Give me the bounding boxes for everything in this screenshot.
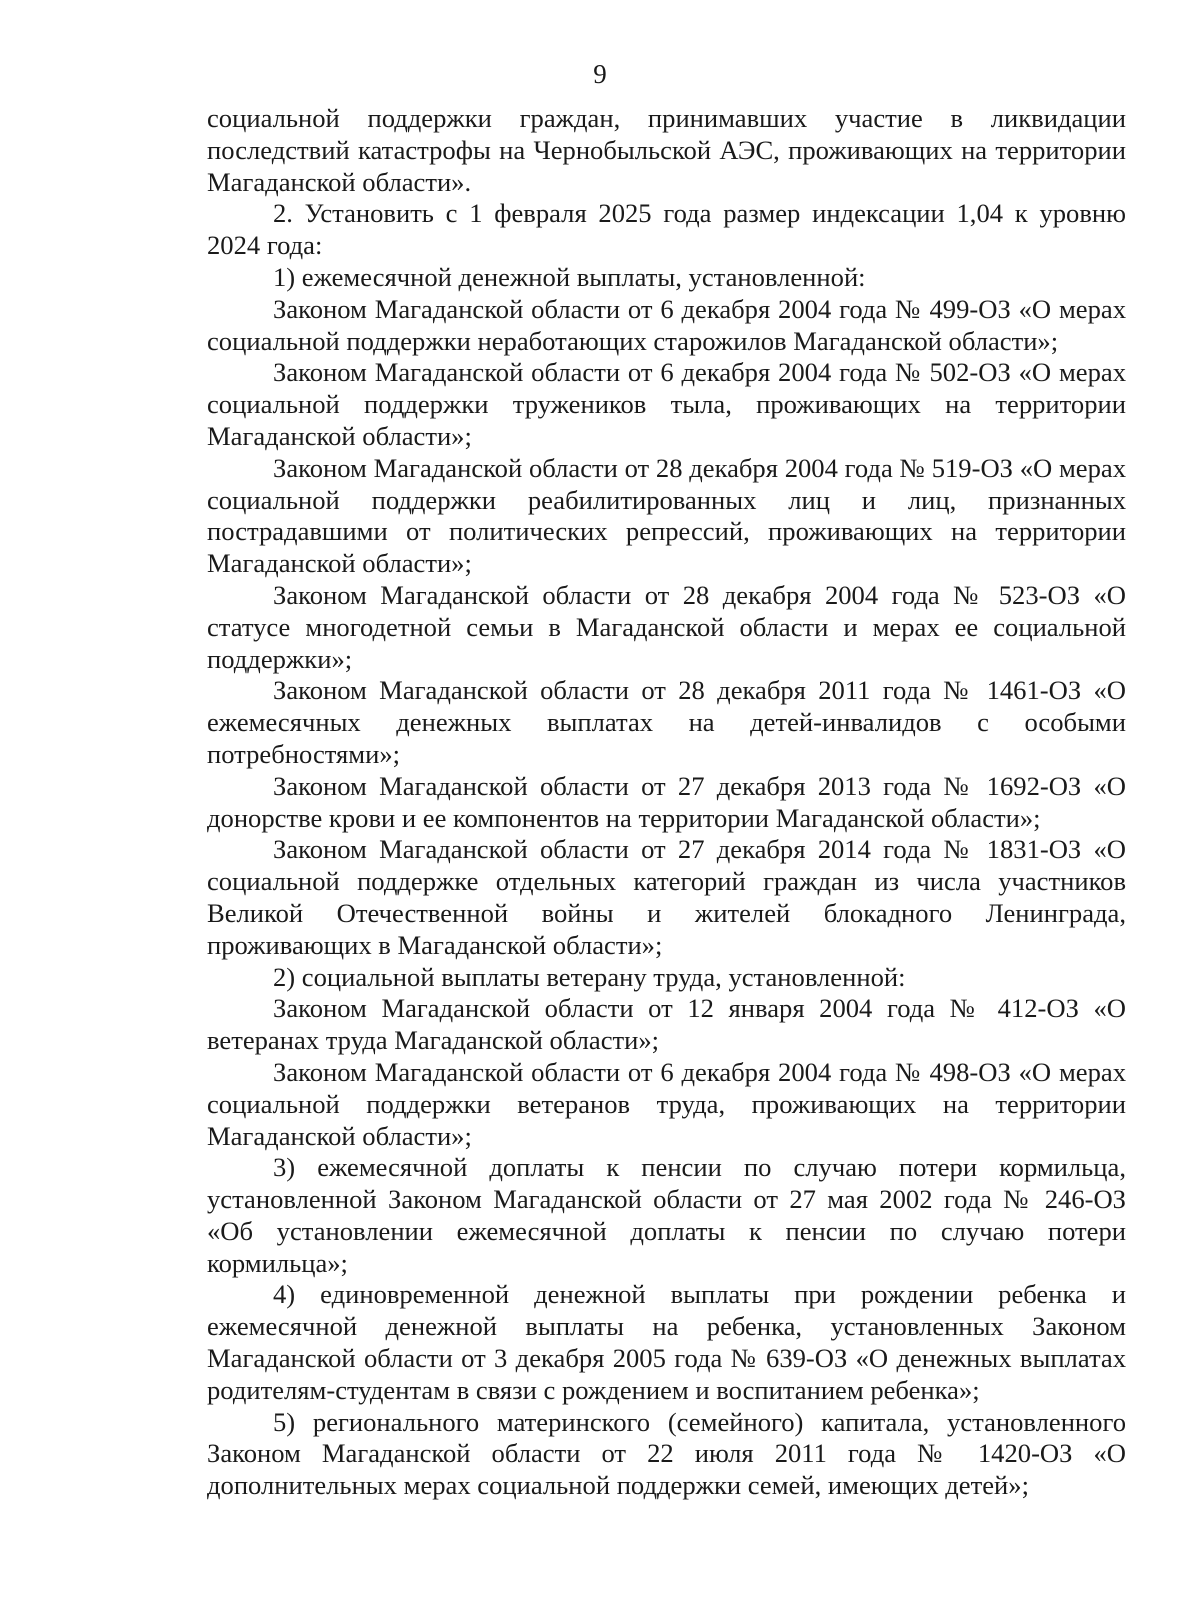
paragraph-subitem-2: 2) социальной выплаты ветерану труда, установленной: [273,961,906,992]
paragraph-subitem-1: 1) ежемесячной денежной выплаты, установленной: [273,261,866,292]
page-number: 9 [593,59,607,89]
paragraph-law-412: Законом Магаданской области от 12 января 2004 года № 412-ОЗ «О ветеранах труда Магаданской области»; [207,993,1126,1056]
paragraph-subitem-5: 5) регионального материнского (семейного) капитала, установленного Законом Магаданской области от 22 июля 2011 года № 1420-ОЗ «О дополнительных мерах социальной поддержки семей, имеющих детей»; [207,1406,1126,1501]
paragraph-subitem-4: 4) единовременной денежной выплаты при рождении ребенка и ежемесячной денежной выплаты на ребенка, установленных Законом Магаданской области от 3 декабря 2005 года № 639-ОЗ «О денежных выплатах родителям-студентам в связи с рождением и воспитанием ребенка»; [207,1279,1126,1405]
paragraph-law-519: Законом Магаданской области от 28 декабря 2004 года № 519-ОЗ «О мерах социальной поддержки реабилитированных лиц и лиц, признанных пострадавшими от политических репрессий, проживающих на территории Магаданской области»; [207,452,1126,579]
paragraph-law-1461: Законом Магаданской области от 28 декабря 2011 года № 1461-ОЗ «О ежемесячных денежных выплатах на детей-инвалидов с особыми потребностями»; [207,675,1126,769]
paragraph-law-499: Законом Магаданской области от 6 декабря 2004 года № 499-ОЗ «О мерах социальной поддержки неработающих старожилов Магаданской области»; [207,293,1126,356]
paragraph-law-1831: Законом Магаданской области от 27 декабря 2014 года № 1831-ОЗ «О социальной поддержке отдельных категорий граждан из числа участников Великой Отечественной войны и жителей блокадного Ленинграда, проживающих в Магаданской области»; [207,834,1126,960]
paragraph-law-502: Законом Магаданской области от 6 декабря 2004 года № 502-ОЗ «О мерах социальной поддержки тружеников тыла, проживающих на территории Магаданской области»; [207,357,1126,451]
paragraph-subitem-3: 3) ежемесячной доплаты к пенсии по случаю потери кормильца, установленной Законом Магаданской области от 27 мая 2002 года № 246-ОЗ «Об установлении ежемесячной доплаты к пенсии по случаю потери кормильца»; [207,1152,1126,1278]
paragraph-continuation: социальной поддержки граждан, принимавших участие в ликвидации последствий катастрофы на Чернобыльской АЭС, проживающих на территории Магаданской области». [207,103,1126,197]
paragraph-law-498: Законом Магаданской области от 6 декабря 2004 года № 498-ОЗ «О мерах социальной поддержки ветеранов труда, проживающих на территории Магаданской области»; [207,1056,1126,1151]
paragraph-law-1692: Законом Магаданской области от 27 декабря 2013 года № 1692-ОЗ «О донорстве крови и ее компонентов на территории Магаданской области»; [207,770,1126,833]
paragraph-item-2: 2. Установить с 1 февраля 2025 года размер индексации 1,04 к уровню 2024 года: [207,198,1126,261]
paragraph-law-523: Законом Магаданской области от 28 декабря 2004 года № 523-ОЗ «О статусе многодетной семьи в Магаданской области и мерах ее социальной поддержки»; [207,579,1126,674]
document-body [207,103,1126,1502]
